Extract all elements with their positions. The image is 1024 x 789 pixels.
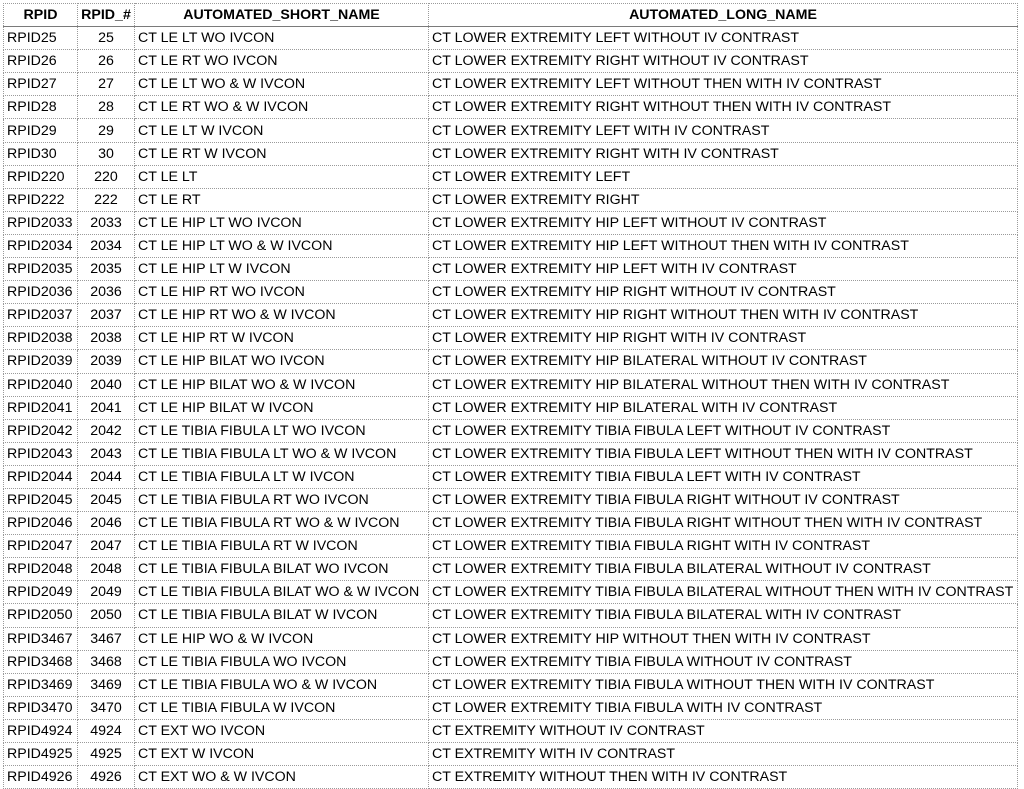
rpid-cell[interactable]: RPID3468 <box>4 650 78 673</box>
long-name-cell[interactable]: CT LOWER EXTREMITY TIBIA FIBULA RIGHT WITHOUT THEN WITH IV CONTRAST <box>429 512 1018 535</box>
long-name-cell[interactable]: CT LOWER EXTREMITY HIP BILATERAL WITHOUT IV CONTRAST <box>429 350 1018 373</box>
rpid-cell[interactable]: RPID220 <box>4 165 78 188</box>
rpid-number-cell[interactable]: 2046 <box>78 512 135 535</box>
short-name-cell[interactable]: CT EXT WO & W IVCON <box>135 766 429 789</box>
rpid-number-cell[interactable]: 2033 <box>78 211 135 234</box>
long-name-cell[interactable]: CT LOWER EXTREMITY HIP BILATERAL WITHOUT THEN WITH IV CONTRAST <box>429 373 1018 396</box>
rpid-cell[interactable]: RPID2049 <box>4 581 78 604</box>
rpid-number-cell[interactable]: 4925 <box>78 743 135 766</box>
table-row <box>4 327 1018 350</box>
rpid-number-cell[interactable]: 2044 <box>78 465 135 488</box>
long-name-cell[interactable]: CT LOWER EXTREMITY RIGHT WITHOUT IV CONTRAST <box>429 50 1018 73</box>
table-row <box>4 373 1018 396</box>
table-row <box>4 465 1018 488</box>
rpid-cell[interactable]: RPID3467 <box>4 627 78 650</box>
short-name-cell[interactable]: CT LE TIBIA FIBULA BILAT WO & W IVCON <box>135 581 429 604</box>
short-name-cell[interactable]: CT LE TIBIA FIBULA RT W IVCON <box>135 535 429 558</box>
long-name-cell[interactable]: CT LOWER EXTREMITY RIGHT <box>429 188 1018 211</box>
long-name-cell[interactable]: CT LOWER EXTREMITY HIP RIGHT WITH IV CONTRAST <box>429 327 1018 350</box>
table-row <box>4 73 1018 96</box>
long-name-cell[interactable]: CT LOWER EXTREMITY TIBIA FIBULA WITH IV CONTRAST <box>429 696 1018 719</box>
rpid-cell[interactable]: RPID30 <box>4 142 78 165</box>
rpid-cell[interactable]: RPID29 <box>4 119 78 142</box>
rpid-number-cell[interactable]: 2034 <box>78 234 135 257</box>
table-row <box>4 673 1018 696</box>
long-name-cell[interactable]: CT LOWER EXTREMITY HIP LEFT WITH IV CONTRAST <box>429 258 1018 281</box>
table-row <box>4 488 1018 511</box>
rpid-cell[interactable]: RPID4926 <box>4 766 78 789</box>
rpid-number-cell[interactable]: 2042 <box>78 419 135 442</box>
rpid-cell[interactable]: RPID4924 <box>4 719 78 742</box>
long-name-cell[interactable]: CT LOWER EXTREMITY HIP LEFT WITHOUT THEN WITH IV CONTRAST <box>429 234 1018 257</box>
short-name-cell[interactable]: CT LE HIP BILAT WO IVCON <box>135 350 429 373</box>
long-name-cell[interactable]: CT LOWER EXTREMITY HIP WITHOUT THEN WITH IV CONTRAST <box>429 627 1018 650</box>
short-name-cell[interactable]: CT LE TIBIA FIBULA LT WO IVCON <box>135 419 429 442</box>
table-row <box>4 419 1018 442</box>
rpid-cell[interactable]: RPID25 <box>4 27 78 50</box>
table-body <box>4 27 1018 789</box>
rpid-number-cell[interactable]: 2043 <box>78 442 135 465</box>
long-name-cell[interactable]: CT LOWER EXTREMITY LEFT WITHOUT THEN WITH IV CONTRAST <box>429 73 1018 96</box>
rpid-number-cell[interactable]: 2050 <box>78 604 135 627</box>
short-name-cell[interactable]: CT LE LT W IVCON <box>135 119 429 142</box>
long-name-cell[interactable]: CT LOWER EXTREMITY LEFT WITH IV CONTRAST <box>429 119 1018 142</box>
table-row <box>4 650 1018 673</box>
rpid-cell[interactable]: RPID27 <box>4 73 78 96</box>
rpid-cell[interactable]: RPID2048 <box>4 558 78 581</box>
rpid-number-cell[interactable]: 2037 <box>78 304 135 327</box>
rpid-number-cell[interactable]: 3468 <box>78 650 135 673</box>
table-row <box>4 281 1018 304</box>
rpid-cell[interactable]: RPID2046 <box>4 512 78 535</box>
short-name-cell[interactable]: CT LE HIP WO & W IVCON <box>135 627 429 650</box>
rpid-number-cell[interactable]: 28 <box>78 96 135 119</box>
short-name-cell[interactable]: CT LE TIBIA FIBULA RT WO IVCON <box>135 488 429 511</box>
rpid-cell[interactable]: RPID2045 <box>4 488 78 511</box>
rpid-number-cell[interactable]: 26 <box>78 50 135 73</box>
long-name-cell[interactable]: CT LOWER EXTREMITY RIGHT WITH IV CONTRAST <box>429 142 1018 165</box>
header-row <box>4 4 1018 27</box>
rpid-cell[interactable]: RPID2040 <box>4 373 78 396</box>
short-name-cell[interactable]: CT LE RT W IVCON <box>135 142 429 165</box>
short-name-cell[interactable]: CT LE RT WO & W IVCON <box>135 96 429 119</box>
rpid-number-cell[interactable]: 2049 <box>78 581 135 604</box>
rpid-number-cell[interactable]: 30 <box>78 142 135 165</box>
rpid-number-cell[interactable]: 2039 <box>78 350 135 373</box>
rpid-cell[interactable]: RPID4925 <box>4 743 78 766</box>
long-name-cell[interactable]: CT LOWER EXTREMITY HIP LEFT WITHOUT IV CONTRAST <box>429 211 1018 234</box>
table-row <box>4 696 1018 719</box>
long-name-cell[interactable]: CT LOWER EXTREMITY TIBIA FIBULA LEFT WITHOUT THEN WITH IV CONTRAST <box>429 442 1018 465</box>
short-name-cell[interactable]: CT LE RT <box>135 188 429 211</box>
rpid-number-cell[interactable]: 220 <box>78 165 135 188</box>
column-header-long-name[interactable]: AUTOMATED_LONG_NAME <box>429 4 1018 27</box>
long-name-cell[interactable]: CT EXTREMITY WITHOUT THEN WITH IV CONTRAST <box>429 766 1018 789</box>
short-name-cell[interactable]: CT LE HIP RT WO IVCON <box>135 281 429 304</box>
short-name-cell[interactable]: CT LE LT WO & W IVCON <box>135 73 429 96</box>
rpid-cell[interactable]: RPID2035 <box>4 258 78 281</box>
short-name-cell[interactable]: CT LE HIP LT W IVCON <box>135 258 429 281</box>
rpid-number-cell[interactable]: 2036 <box>78 281 135 304</box>
table-row <box>4 50 1018 73</box>
long-name-cell[interactable]: CT LOWER EXTREMITY RIGHT WITHOUT THEN WITH IV CONTRAST <box>429 96 1018 119</box>
long-name-cell[interactable]: CT LOWER EXTREMITY HIP RIGHT WITHOUT IV CONTRAST <box>429 281 1018 304</box>
column-header-rpid[interactable]: RPID <box>4 4 78 27</box>
table-row <box>4 188 1018 211</box>
long-name-cell[interactable]: CT LOWER EXTREMITY LEFT WITHOUT IV CONTRAST <box>429 27 1018 50</box>
long-name-cell[interactable]: CT LOWER EXTREMITY TIBIA FIBULA RIGHT WITHOUT IV CONTRAST <box>429 488 1018 511</box>
table-row <box>4 234 1018 257</box>
rpid-number-cell[interactable]: 29 <box>78 119 135 142</box>
rpid-number-cell[interactable]: 2035 <box>78 258 135 281</box>
table-row <box>4 27 1018 50</box>
table-row <box>4 719 1018 742</box>
long-name-cell[interactable]: CT EXTREMITY WITHOUT IV CONTRAST <box>429 719 1018 742</box>
short-name-cell[interactable]: CT LE LT WO IVCON <box>135 27 429 50</box>
rpid-cell[interactable]: RPID2041 <box>4 396 78 419</box>
rpid-cell[interactable]: RPID2044 <box>4 465 78 488</box>
table-row <box>4 142 1018 165</box>
short-name-cell[interactable]: CT LE TIBIA FIBULA RT WO & W IVCON <box>135 512 429 535</box>
spreadsheet <box>3 3 1017 789</box>
column-header-rpid-number[interactable]: RPID_# <box>78 4 135 27</box>
long-name-cell[interactable]: CT LOWER EXTREMITY LEFT <box>429 165 1018 188</box>
table-row <box>4 442 1018 465</box>
short-name-cell[interactable]: CT LE RT WO IVCON <box>135 50 429 73</box>
short-name-cell[interactable]: CT LE HIP RT WO & W IVCON <box>135 304 429 327</box>
rpid-cell[interactable]: RPID2033 <box>4 211 78 234</box>
long-name-cell[interactable]: CT LOWER EXTREMITY TIBIA FIBULA BILATERAL WITH IV CONTRAST <box>429 604 1018 627</box>
rpid-number-cell[interactable]: 2045 <box>78 488 135 511</box>
rpid-number-cell[interactable]: 222 <box>78 188 135 211</box>
short-name-cell[interactable]: CT LE HIP BILAT W IVCON <box>135 396 429 419</box>
table-row <box>4 211 1018 234</box>
long-name-cell[interactable]: CT EXTREMITY WITH IV CONTRAST <box>429 743 1018 766</box>
rpid-number-cell[interactable]: 3470 <box>78 696 135 719</box>
rpid-cell[interactable]: RPID2043 <box>4 442 78 465</box>
long-name-cell[interactable]: CT LOWER EXTREMITY HIP RIGHT WITHOUT THEN WITH IV CONTRAST <box>429 304 1018 327</box>
short-name-cell[interactable]: CT LE TIBIA FIBULA WO IVCON <box>135 650 429 673</box>
table-row <box>4 396 1018 419</box>
short-name-cell[interactable]: CT LE TIBIA FIBULA W IVCON <box>135 696 429 719</box>
short-name-cell[interactable]: CT LE TIBIA FIBULA LT WO & W IVCON <box>135 442 429 465</box>
rpid-number-cell[interactable]: 2047 <box>78 535 135 558</box>
short-name-cell[interactable]: CT LE HIP RT W IVCON <box>135 327 429 350</box>
column-header-short-name[interactable]: AUTOMATED_SHORT_NAME <box>135 4 429 27</box>
table-row <box>4 350 1018 373</box>
rpid-number-cell[interactable]: 3467 <box>78 627 135 650</box>
rpid-cell[interactable]: RPID28 <box>4 96 78 119</box>
table-row <box>4 581 1018 604</box>
table-row <box>4 743 1018 766</box>
table-row <box>4 766 1018 789</box>
rpid-number-cell[interactable]: 4926 <box>78 766 135 789</box>
long-name-cell[interactable]: CT LOWER EXTREMITY TIBIA FIBULA WITHOUT IV CONTRAST <box>429 650 1018 673</box>
rpid-number-cell[interactable]: 2040 <box>78 373 135 396</box>
rpid-cell[interactable]: RPID2042 <box>4 419 78 442</box>
long-name-cell[interactable]: CT LOWER EXTREMITY TIBIA FIBULA WITHOUT THEN WITH IV CONTRAST <box>429 673 1018 696</box>
rpid-cell[interactable]: RPID3469 <box>4 673 78 696</box>
rpid-number-cell[interactable]: 25 <box>78 27 135 50</box>
short-name-cell[interactable]: CT EXT W IVCON <box>135 743 429 766</box>
rpid-cell[interactable]: RPID2050 <box>4 604 78 627</box>
rpid-number-cell[interactable]: 2038 <box>78 327 135 350</box>
rpid-cell[interactable]: RPID3470 <box>4 696 78 719</box>
table-row <box>4 535 1018 558</box>
rpid-number-cell[interactable]: 2048 <box>78 558 135 581</box>
table-row <box>4 119 1018 142</box>
short-name-cell[interactable]: CT LE TIBIA FIBULA LT W IVCON <box>135 465 429 488</box>
short-name-cell[interactable]: CT LE TIBIA FIBULA BILAT W IVCON <box>135 604 429 627</box>
rpid-number-cell[interactable]: 2041 <box>78 396 135 419</box>
short-name-cell[interactable]: CT LE HIP LT WO IVCON <box>135 211 429 234</box>
rpid-cell[interactable]: RPID2036 <box>4 281 78 304</box>
table-row <box>4 96 1018 119</box>
rpid-number-cell[interactable]: 3469 <box>78 673 135 696</box>
long-name-cell[interactable]: CT LOWER EXTREMITY TIBIA FIBULA BILATERAL WITHOUT THEN WITH IV CONTRAST <box>429 581 1018 604</box>
rpid-cell[interactable]: RPID222 <box>4 188 78 211</box>
table-row <box>4 558 1018 581</box>
rpid-cell[interactable]: RPID2047 <box>4 535 78 558</box>
long-name-cell[interactable]: CT LOWER EXTREMITY TIBIA FIBULA LEFT WITH IV CONTRAST <box>429 465 1018 488</box>
rpid-cell[interactable]: RPID2034 <box>4 234 78 257</box>
rpid-cell[interactable]: RPID2039 <box>4 350 78 373</box>
long-name-cell[interactable]: CT LOWER EXTREMITY TIBIA FIBULA RIGHT WITH IV CONTRAST <box>429 535 1018 558</box>
table-row <box>4 304 1018 327</box>
table-row <box>4 512 1018 535</box>
procedure-table <box>3 3 1018 789</box>
short-name-cell[interactable]: CT LE HIP BILAT WO & W IVCON <box>135 373 429 396</box>
table-row <box>4 165 1018 188</box>
rpid-cell[interactable]: RPID26 <box>4 50 78 73</box>
table-row <box>4 604 1018 627</box>
long-name-cell[interactable]: CT LOWER EXTREMITY TIBIA FIBULA LEFT WITHOUT IV CONTRAST <box>429 419 1018 442</box>
table-row <box>4 627 1018 650</box>
rpid-cell[interactable]: RPID2037 <box>4 304 78 327</box>
rpid-cell[interactable]: RPID2038 <box>4 327 78 350</box>
rpid-number-cell[interactable]: 27 <box>78 73 135 96</box>
short-name-cell[interactable]: CT EXT WO IVCON <box>135 719 429 742</box>
short-name-cell[interactable]: CT LE TIBIA FIBULA WO & W IVCON <box>135 673 429 696</box>
rpid-number-cell[interactable]: 4924 <box>78 719 135 742</box>
short-name-cell[interactable]: CT LE HIP LT WO & W IVCON <box>135 234 429 257</box>
table-row <box>4 258 1018 281</box>
short-name-cell[interactable]: CT LE TIBIA FIBULA BILAT WO IVCON <box>135 558 429 581</box>
long-name-cell[interactable]: CT LOWER EXTREMITY HIP BILATERAL WITH IV CONTRAST <box>429 396 1018 419</box>
short-name-cell[interactable]: CT LE LT <box>135 165 429 188</box>
long-name-cell[interactable]: CT LOWER EXTREMITY TIBIA FIBULA BILATERAL WITHOUT IV CONTRAST <box>429 558 1018 581</box>
